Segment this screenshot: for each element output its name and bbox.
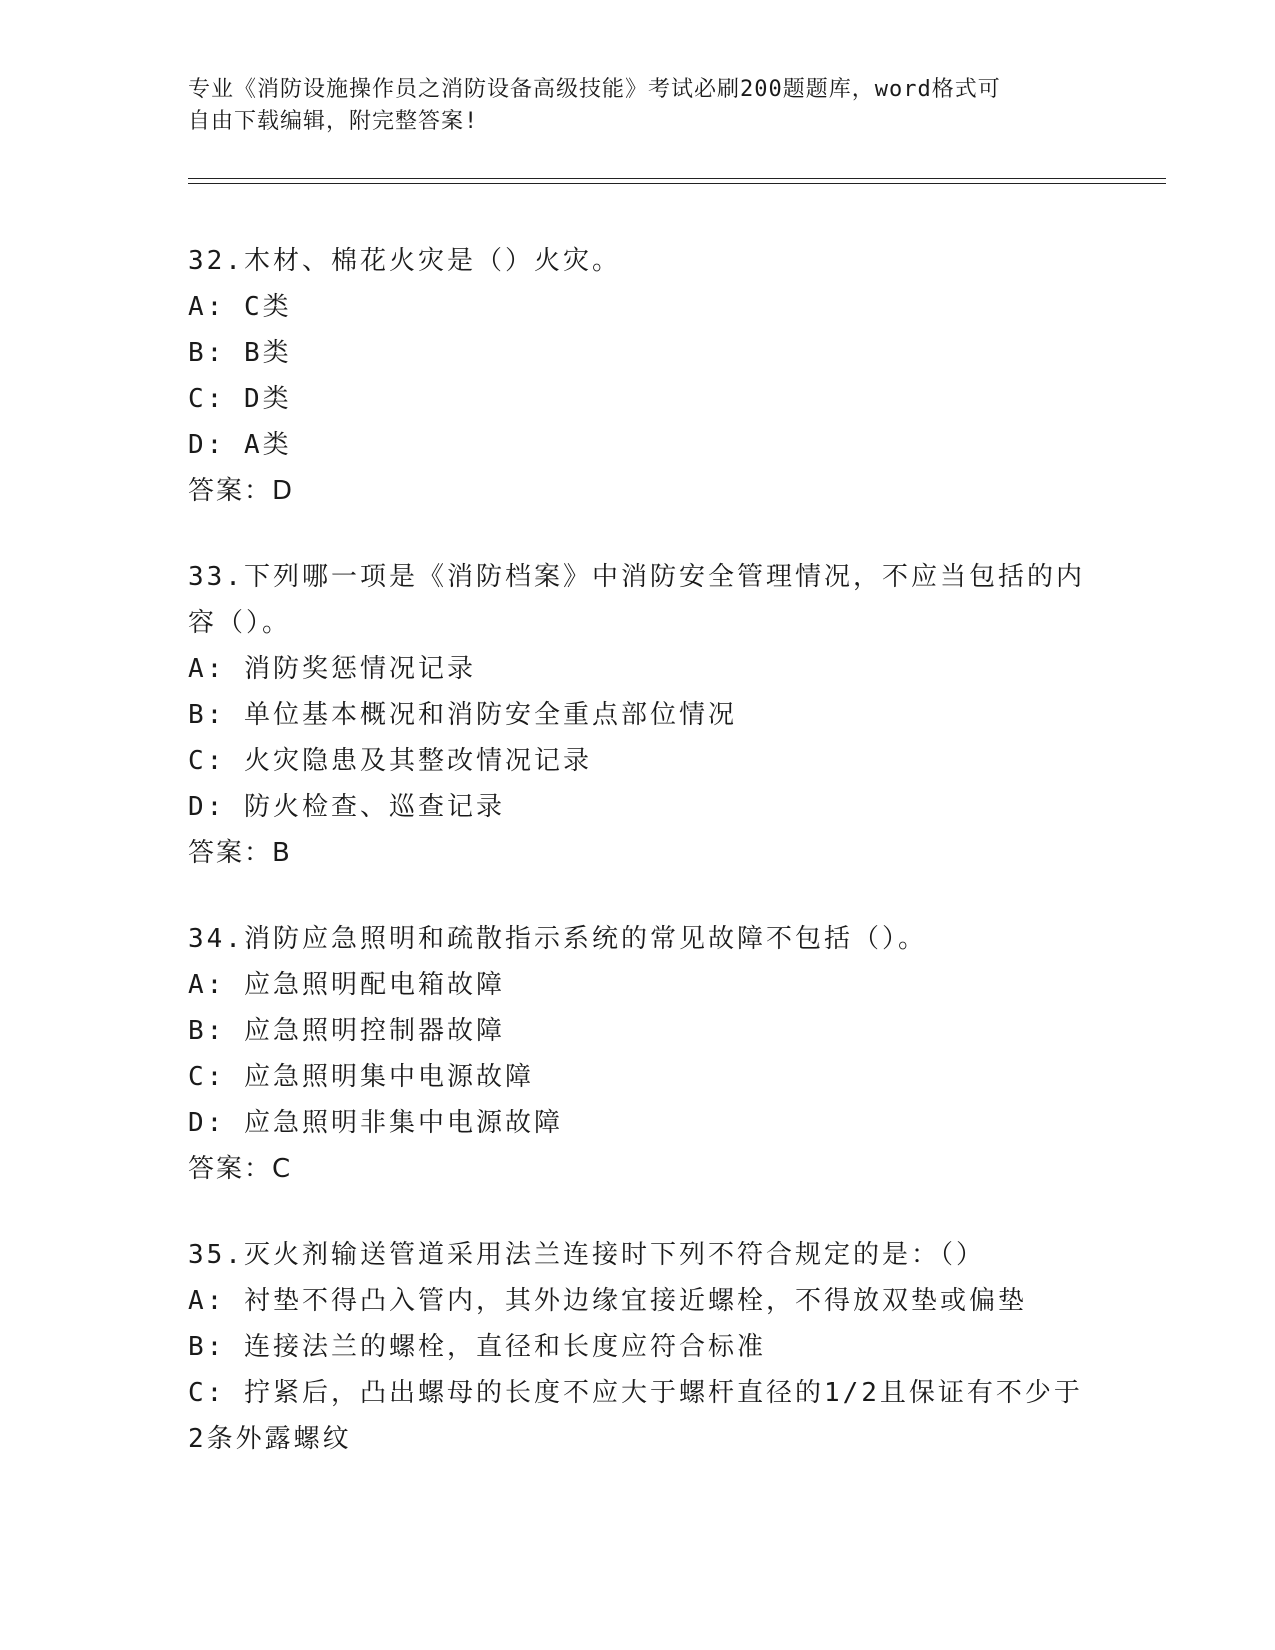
- option-a: A: 应急照明配电箱故障: [188, 970, 505, 1000]
- answer: 答案：B: [188, 838, 292, 868]
- option-d: D: A类: [188, 430, 292, 460]
- option-a: A: C类: [188, 292, 292, 322]
- header-line-2: 自由下载编辑，附完整答案!: [188, 109, 479, 134]
- header-rule-bottom: [188, 183, 1166, 184]
- question-stem-line-1: 33.下列哪一项是《消防档案》中消防安全管理情况，不应当包括的内: [188, 562, 1085, 592]
- option-c: C: D类: [188, 384, 292, 414]
- document-header: [188, 74, 1088, 138]
- header-line-1: 专业《消防设施操作员之消防设备高级技能》考试必刷200题题库，word格式可: [188, 77, 1001, 102]
- question-32: [188, 238, 1088, 514]
- answer: 答案：C: [188, 1154, 293, 1184]
- header-rule-top: [188, 178, 1166, 179]
- option-b: B: 单位基本概况和消防安全重点部位情况: [188, 700, 737, 730]
- question-list: [188, 238, 1088, 1502]
- question-35: [188, 1232, 1088, 1462]
- option-b: B: 应急照明控制器故障: [188, 1016, 505, 1046]
- question-34: [188, 916, 1088, 1192]
- question-stem-line-2: 容（）。: [188, 608, 292, 638]
- question-33: [188, 554, 1088, 876]
- option-b: B: 连接法兰的螺栓，直径和长度应符合标准: [188, 1332, 766, 1362]
- question-stem: 32.木材、棉花火灾是（）火灾。: [188, 246, 621, 276]
- option-c-line-1: C: 拧紧后，凸出螺母的长度不应大于螺杆直径的1/2且保证有不少于: [188, 1378, 1083, 1408]
- answer: 答案：D: [188, 476, 295, 506]
- option-a: A: 消防奖惩情况记录: [188, 654, 476, 684]
- option-c: C: 火灾隐患及其整改情况记录: [188, 746, 592, 776]
- option-a: A: 衬垫不得凸入管内，其外边缘宜接近螺栓，不得放双垫或偏垫: [188, 1286, 1027, 1316]
- option-d: D: 应急照明非集中电源故障: [188, 1108, 563, 1138]
- question-stem: 34.消防应急照明和疏散指示系统的常见故障不包括（）。: [188, 924, 927, 954]
- option-b: B: B类: [188, 338, 292, 368]
- option-d: D: 防火检查、巡查记录: [188, 792, 505, 822]
- option-c-line-2: 2条外露螺纹: [188, 1424, 352, 1454]
- question-stem: 35.灭火剂输送管道采用法兰连接时下列不符合规定的是：（）: [188, 1240, 985, 1270]
- option-c: C: 应急照明集中电源故障: [188, 1062, 534, 1092]
